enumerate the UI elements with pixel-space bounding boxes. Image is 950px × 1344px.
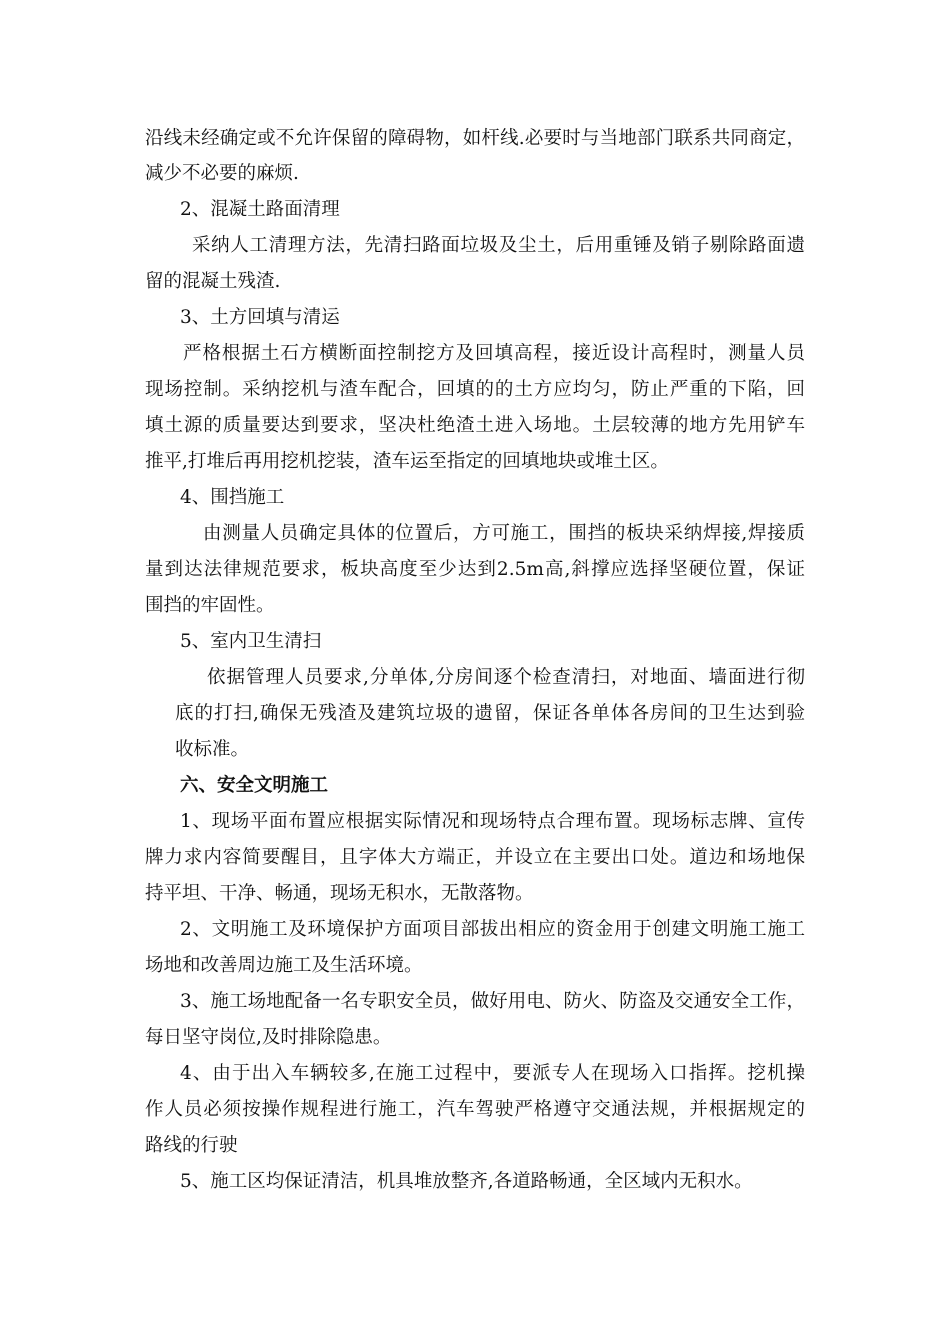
paragraph-line: 1、现场平面布置应根据实际情况和现场特点合理布置。现场标志牌、宣传 [180, 811, 805, 832]
paragraph-line: 留的混凝土残渣. [145, 271, 281, 292]
chapter-heading: 六、安全文明施工 [180, 775, 329, 796]
paragraph-line: 现场控制。采纳挖机与渣车配合，回填的的土方应均匀，防止严重的下陷，回 [145, 379, 805, 400]
paragraph-line: 4、由于出入车辆较多,在施工过程中，要派专人在现场入口指挥。挖机操 [180, 1063, 805, 1084]
paragraph-line: 填土源的质量要达到要求，坚决杜绝渣土进入场地。土层较薄的地方先用铲车 [145, 415, 805, 436]
paragraph-line: 依据管理人员要求,分单体,分房间逐个检查清扫，对地面、墙面进行彻 [207, 667, 805, 688]
paragraph-line: 牌力求内容简要醒目，且字体大方端正，并设立在主要出口处。道边和场地保 [145, 847, 805, 868]
paragraph-line: 减少不必要的麻烦. [145, 163, 299, 184]
paragraph-line: 沿线未经确定或不允许保留的障碍物，如杆线.必要时与当地部门联系共同商定， [145, 128, 805, 149]
paragraph-line: 底的打扫,确保无残渣及建筑垃圾的遗留，保证各单体各房间的卫生达到验 [175, 703, 805, 724]
paragraph-line: 采纳人工清理方法，先清扫路面垃圾及尘土，后用重锤及销子剔除路面遗 [192, 235, 805, 256]
paragraph-line: 路线的行驶 [145, 1135, 238, 1156]
paragraph-line: 围挡的牢固性。 [145, 595, 275, 616]
paragraph-line: 推平,打堆后再用挖机挖装，渣车运至指定的回填地块或堆土区。 [145, 451, 669, 472]
paragraph-line: 收标准。 [175, 739, 250, 760]
section-heading: 4、围挡施工 [180, 487, 285, 508]
paragraph-line: 严格根据土石方横断面控制挖方及回填高程，接近设计高程时，测量人员 [183, 343, 805, 364]
paragraph-line: 量到达法律规范要求，板块高度至少达到2.5m高,斜撑应选择坚硬位置，保证 [145, 559, 805, 580]
paragraph-line: 5、施工区均保证清洁，机具堆放整齐,各道路畅通，全区域内无积水。 [180, 1171, 753, 1192]
paragraph-line: 场地和改善周边施工及生活环境。 [145, 955, 423, 976]
section-heading: 5、室内卫生清扫 [180, 631, 322, 652]
paragraph-line: 2、文明施工及环境保护方面项目部拔出相应的资金用于创建文明施工施工 [180, 919, 805, 940]
paragraph-line: 持平坦、干净、畅通，现场无积水，无散落物。 [145, 883, 534, 904]
paragraph-line: 由测量人员确定具体的位置后，方可施工，围挡的板块采纳焊接,焊接质 [203, 523, 805, 544]
paragraph-line: 3、施工场地配备一名专职安全员，做好用电、防火、防盗及交通安全工作， [180, 991, 805, 1012]
section-heading: 3、土方回填与清运 [180, 307, 340, 328]
section-heading: 2、混凝土路面清理 [180, 199, 340, 220]
paragraph-line: 每日坚守岗位,及时排除隐患。 [145, 1027, 392, 1048]
paragraph-line: 作人员必须按操作规程进行施工，汽车驾驶严格遵守交通法规，并根据规定的 [145, 1099, 805, 1120]
